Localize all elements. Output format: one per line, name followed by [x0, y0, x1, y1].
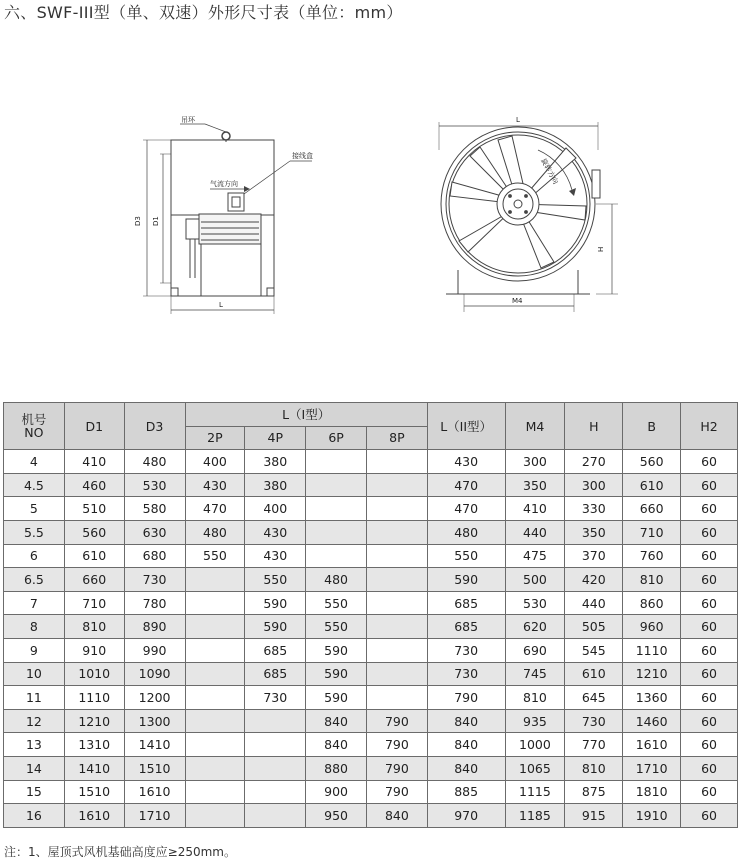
table-cell: 810 — [505, 686, 565, 710]
table-cell: 660 — [64, 568, 124, 592]
table-cell: 840 — [427, 756, 505, 780]
hoist-ring-label: 吊环 — [181, 116, 195, 124]
table-cell: 420 — [565, 568, 623, 592]
table-cell: 400 — [245, 497, 306, 521]
table-cell: 60 — [681, 780, 738, 804]
table-cell — [366, 591, 427, 615]
table-cell: 970 — [427, 804, 505, 828]
table-cell: 350 — [505, 473, 565, 497]
table-cell: 560 — [623, 450, 681, 474]
dim-d1-label: D1 — [152, 216, 160, 226]
table-cell: 60 — [681, 709, 738, 733]
table-cell: 685 — [245, 662, 306, 686]
table-cell: 380 — [245, 450, 306, 474]
table-cell: 620 — [505, 615, 565, 639]
header-l-type1: L（I型） — [185, 403, 427, 427]
table-cell: 630 — [124, 520, 185, 544]
table-cell — [306, 473, 367, 497]
header-d1: D1 — [64, 403, 124, 450]
table-cell: 760 — [623, 544, 681, 568]
side-view-drawing — [143, 124, 312, 314]
table-cell: 680 — [124, 544, 185, 568]
table-cell: 60 — [681, 638, 738, 662]
table-cell: 590 — [427, 568, 505, 592]
table-cell: 430 — [245, 520, 306, 544]
table-header — [4, 403, 738, 450]
table-cell: 790 — [366, 756, 427, 780]
table-cell: 12 — [4, 709, 65, 733]
table-cell: 480 — [427, 520, 505, 544]
table-cell: 60 — [681, 473, 738, 497]
table-cell: 550 — [185, 544, 245, 568]
table-cell: 685 — [427, 591, 505, 615]
table-cell — [185, 615, 245, 639]
table-cell — [366, 497, 427, 521]
table-cell: 685 — [427, 615, 505, 639]
table-cell: 7 — [4, 591, 65, 615]
table-cell: 270 — [565, 450, 623, 474]
table-cell: 480 — [124, 450, 185, 474]
table-cell: 60 — [681, 615, 738, 639]
table-cell: 1510 — [124, 756, 185, 780]
airflow-direction-label: 气流方向 — [210, 180, 238, 188]
table-cell: 545 — [565, 638, 623, 662]
table-cell: 810 — [64, 615, 124, 639]
table-cell: 1300 — [124, 709, 185, 733]
table-cell — [306, 520, 367, 544]
header-no: 机号 NO — [4, 403, 65, 450]
table-cell: 475 — [505, 544, 565, 568]
table-cell: 60 — [681, 450, 738, 474]
table-cell — [185, 686, 245, 710]
table-cell: 1610 — [623, 733, 681, 757]
table-cell: 1200 — [124, 686, 185, 710]
header-4p: 4P — [245, 426, 306, 450]
table-cell: 1360 — [623, 686, 681, 710]
table-cell: 1210 — [64, 709, 124, 733]
table-cell — [245, 756, 306, 780]
table-cell: 860 — [623, 591, 681, 615]
page-title: 六、SWF-III型（单、双速）外形尺寸表（单位：mm） — [4, 3, 403, 22]
table-row — [4, 568, 738, 592]
table-cell: 470 — [427, 497, 505, 521]
table-cell: 660 — [623, 497, 681, 521]
table-cell: 590 — [306, 686, 367, 710]
table-cell — [366, 520, 427, 544]
table-cell: 1110 — [623, 638, 681, 662]
table-cell: 770 — [565, 733, 623, 757]
table-cell — [185, 756, 245, 780]
table-cell: 4.5 — [4, 473, 65, 497]
table-row — [4, 686, 738, 710]
table-cell: 840 — [306, 709, 367, 733]
table-cell: 480 — [306, 568, 367, 592]
table-cell — [306, 497, 367, 521]
table-cell: 380 — [245, 473, 306, 497]
table-cell: 1910 — [623, 804, 681, 828]
table-cell: 745 — [505, 662, 565, 686]
table-cell: 915 — [565, 804, 623, 828]
table-cell: 730 — [427, 662, 505, 686]
table-cell — [245, 709, 306, 733]
table-cell: 470 — [185, 497, 245, 521]
table-cell — [185, 662, 245, 686]
table-cell: 590 — [306, 662, 367, 686]
table-cell: 610 — [64, 544, 124, 568]
table-cell: 550 — [427, 544, 505, 568]
table-cell: 840 — [366, 804, 427, 828]
header-2p: 2P — [185, 426, 245, 450]
table-cell — [245, 780, 306, 804]
table-cell: 590 — [245, 591, 306, 615]
table-cell: 1000 — [505, 733, 565, 757]
table-cell: 730 — [245, 686, 306, 710]
table-cell: 1310 — [64, 733, 124, 757]
header-h2: H2 — [681, 403, 738, 450]
table-cell — [366, 544, 427, 568]
table-cell: 590 — [245, 615, 306, 639]
table-cell: 1065 — [505, 756, 565, 780]
table-cell: 530 — [124, 473, 185, 497]
table-cell: 6.5 — [4, 568, 65, 592]
table-cell — [366, 450, 427, 474]
table-cell — [185, 733, 245, 757]
table-row — [4, 473, 738, 497]
table-cell: 840 — [427, 733, 505, 757]
table-cell: 1710 — [124, 804, 185, 828]
table-cell: 710 — [64, 591, 124, 615]
table-cell: 430 — [245, 544, 306, 568]
table-cell: 60 — [681, 568, 738, 592]
header-8p: 8P — [366, 426, 427, 450]
table-cell: 60 — [681, 756, 738, 780]
table-cell — [185, 780, 245, 804]
table-cell: 840 — [306, 733, 367, 757]
table-cell: 590 — [306, 638, 367, 662]
table-cell — [366, 686, 427, 710]
table-cell: 550 — [245, 568, 306, 592]
table-cell: 510 — [64, 497, 124, 521]
table-cell: 900 — [306, 780, 367, 804]
table-cell: 60 — [681, 497, 738, 521]
table-cell: 885 — [427, 780, 505, 804]
table-row — [4, 638, 738, 662]
table-cell: 1115 — [505, 780, 565, 804]
table-row — [4, 615, 738, 639]
table-cell — [185, 568, 245, 592]
table-cell: 440 — [565, 591, 623, 615]
table-cell: 610 — [623, 473, 681, 497]
table-cell: 440 — [505, 520, 565, 544]
table-cell: 60 — [681, 686, 738, 710]
table-cell: 960 — [623, 615, 681, 639]
table-row — [4, 662, 738, 686]
header-l-type2: L（II型） — [427, 403, 505, 450]
table-cell: 60 — [681, 520, 738, 544]
front-dim-l-label: L — [516, 116, 520, 124]
table-cell: 910 — [64, 638, 124, 662]
table-cell: 790 — [366, 709, 427, 733]
table-cell — [306, 450, 367, 474]
header-h: H — [565, 403, 623, 450]
dim-h-label: H — [597, 246, 605, 252]
table-cell: 60 — [681, 544, 738, 568]
table-cell: 410 — [64, 450, 124, 474]
table-cell: 5.5 — [4, 520, 65, 544]
table-cell: 1610 — [64, 804, 124, 828]
header-m4: M4 — [505, 403, 565, 450]
table-cell: 400 — [185, 450, 245, 474]
table-body — [4, 450, 738, 828]
table-cell: 790 — [366, 733, 427, 757]
table-row — [4, 804, 738, 828]
table-cell: 780 — [124, 591, 185, 615]
table-cell: 550 — [306, 615, 367, 639]
table-cell: 1110 — [64, 686, 124, 710]
table-cell: 810 — [623, 568, 681, 592]
table-cell: 645 — [565, 686, 623, 710]
table-cell: 60 — [681, 591, 738, 615]
table-cell — [366, 638, 427, 662]
table-cell: 875 — [565, 780, 623, 804]
fan-drawings — [0, 100, 738, 330]
table-cell: 610 — [565, 662, 623, 686]
table-cell: 560 — [64, 520, 124, 544]
table-cell: 470 — [427, 473, 505, 497]
table-row — [4, 544, 738, 568]
table-cell: 840 — [427, 709, 505, 733]
table-cell: 730 — [124, 568, 185, 592]
table-cell: 530 — [505, 591, 565, 615]
table-cell: 13 — [4, 733, 65, 757]
table-cell: 550 — [306, 591, 367, 615]
table-cell: 1410 — [64, 756, 124, 780]
table-cell — [306, 544, 367, 568]
table-row — [4, 520, 738, 544]
table-cell: 9 — [4, 638, 65, 662]
rotation-direction-label: 旋转方向 — [539, 157, 560, 186]
table-cell: 15 — [4, 780, 65, 804]
dim-l-label: L — [219, 301, 223, 309]
table-cell: 580 — [124, 497, 185, 521]
table-cell: 710 — [623, 520, 681, 544]
table-cell — [366, 615, 427, 639]
table-cell: 935 — [505, 709, 565, 733]
table-cell: 790 — [366, 780, 427, 804]
table-cell: 690 — [505, 638, 565, 662]
table-cell: 16 — [4, 804, 65, 828]
table-cell: 8 — [4, 615, 65, 639]
table-cell — [366, 568, 427, 592]
table-cell: 1210 — [623, 662, 681, 686]
table-cell: 480 — [185, 520, 245, 544]
table-cell: 6 — [4, 544, 65, 568]
table-row — [4, 591, 738, 615]
table-cell: 410 — [505, 497, 565, 521]
table-cell — [245, 804, 306, 828]
header-d3: D3 — [124, 403, 185, 450]
table-cell: 950 — [306, 804, 367, 828]
header-6p: 6P — [306, 426, 367, 450]
table-cell: 11 — [4, 686, 65, 710]
dim-d3-label: D3 — [134, 216, 142, 226]
table-cell: 430 — [185, 473, 245, 497]
table-cell: 10 — [4, 662, 65, 686]
table-cell — [185, 591, 245, 615]
front-view-drawing — [439, 122, 618, 312]
table-cell: 60 — [681, 733, 738, 757]
table-row — [4, 756, 738, 780]
table-cell: 1410 — [124, 733, 185, 757]
table-cell — [185, 638, 245, 662]
table-cell: 300 — [505, 450, 565, 474]
table-cell: 460 — [64, 473, 124, 497]
table-cell: 1610 — [124, 780, 185, 804]
table-cell: 1510 — [64, 780, 124, 804]
table-cell: 14 — [4, 756, 65, 780]
table-cell: 730 — [427, 638, 505, 662]
table-cell — [185, 709, 245, 733]
dimension-table — [3, 402, 738, 828]
table-row — [4, 709, 738, 733]
table-cell: 505 — [565, 615, 623, 639]
table-row — [4, 733, 738, 757]
table-cell: 300 — [565, 473, 623, 497]
table-row — [4, 780, 738, 804]
header-b: B — [623, 403, 681, 450]
table-cell: 810 — [565, 756, 623, 780]
table-cell: 880 — [306, 756, 367, 780]
table-cell — [366, 473, 427, 497]
table-cell — [366, 662, 427, 686]
footnote: 注：1、屋顶式风机基础高度应≥250mm。 — [4, 845, 236, 859]
table-cell: 1185 — [505, 804, 565, 828]
table-cell: 350 — [565, 520, 623, 544]
table-cell: 1010 — [64, 662, 124, 686]
table-cell: 990 — [124, 638, 185, 662]
table-cell: 330 — [565, 497, 623, 521]
table-cell: 5 — [4, 497, 65, 521]
table-cell: 370 — [565, 544, 623, 568]
table-cell: 60 — [681, 662, 738, 686]
table-cell: 430 — [427, 450, 505, 474]
table-cell: 4 — [4, 450, 65, 474]
table-cell: 730 — [565, 709, 623, 733]
dim-m4-label: M4 — [512, 297, 523, 305]
table-cell: 1460 — [623, 709, 681, 733]
table-cell: 790 — [427, 686, 505, 710]
table-cell — [185, 804, 245, 828]
junction-box-label: 接线盒 — [292, 152, 313, 160]
table-cell — [245, 733, 306, 757]
table-cell: 1090 — [124, 662, 185, 686]
table-cell: 1710 — [623, 756, 681, 780]
table-cell: 890 — [124, 615, 185, 639]
table-cell: 685 — [245, 638, 306, 662]
table-cell: 60 — [681, 804, 738, 828]
table-row — [4, 497, 738, 521]
table-cell: 500 — [505, 568, 565, 592]
table-cell: 1810 — [623, 780, 681, 804]
table-row — [4, 450, 738, 474]
